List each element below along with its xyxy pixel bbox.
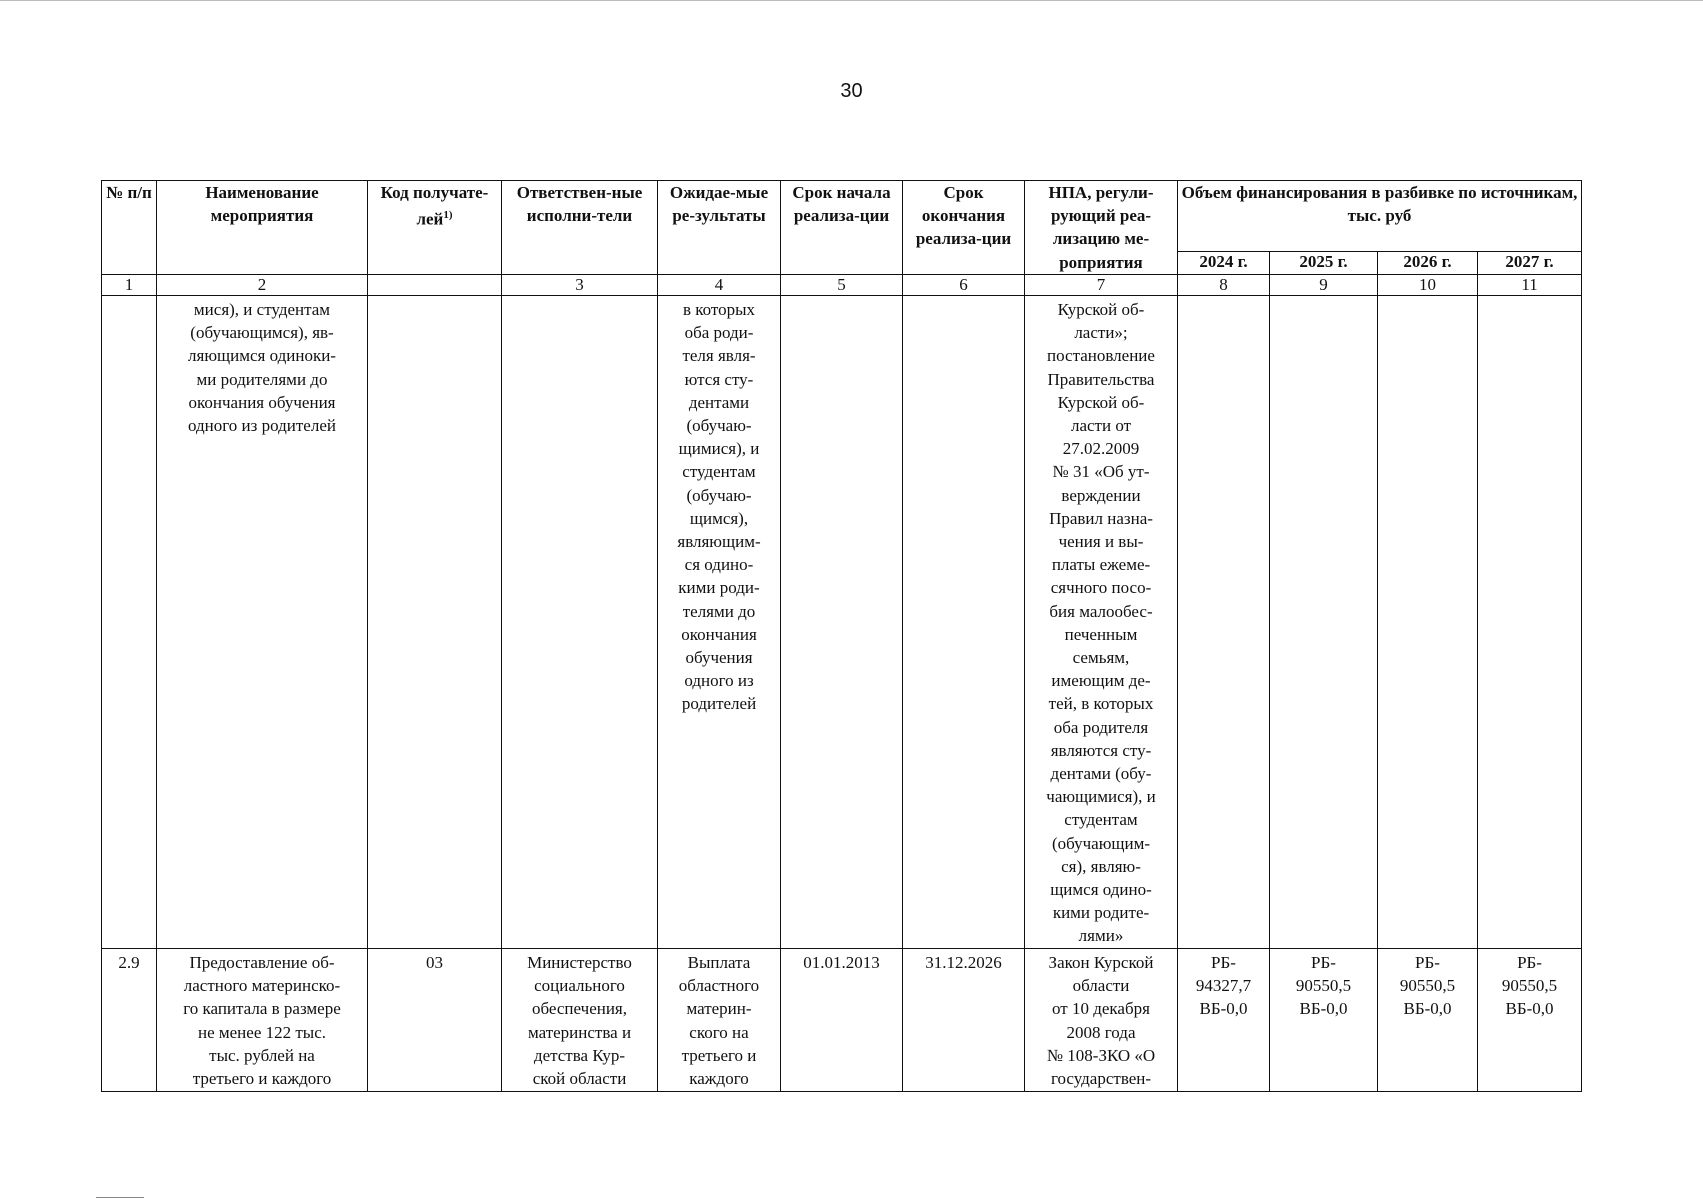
header-expected: Ожидае-мые ре-зультаты xyxy=(658,181,781,275)
cell-text-line: ся одино- xyxy=(684,555,754,575)
col-number: 11 xyxy=(1478,275,1582,296)
cell-text-line: тыс. рублей на xyxy=(209,1045,315,1065)
page-edge xyxy=(0,0,1703,1)
cell-text-line: одного из xyxy=(684,671,754,691)
cell-text-line: дентами xyxy=(688,392,750,412)
cell-text-line: РБ- xyxy=(1415,953,1440,972)
cell-text-line: бия малообес- xyxy=(1049,601,1153,621)
cell-text-line: окончания обучения xyxy=(188,392,336,412)
cell-empty xyxy=(903,296,1025,949)
cell-text-line: от 10 декабря xyxy=(1052,999,1150,1019)
cell-text-line: 94327,7 xyxy=(1195,976,1252,996)
cell-empty xyxy=(1478,296,1582,949)
cell-text-line: оба роди- xyxy=(684,323,754,343)
cell-text-line: родителей xyxy=(681,694,757,714)
header-code-text: Код получате-лей xyxy=(380,183,489,229)
cell-text-line: кими родите- xyxy=(1052,903,1150,923)
cell-text-line: дентами (обу- xyxy=(1050,764,1152,784)
cell-text-line: Правительства xyxy=(1047,369,1155,389)
cont-expected-cell xyxy=(658,296,781,949)
cell-text-line: ВБ-0,0 xyxy=(1199,999,1248,1019)
cell-text-line: РБ- xyxy=(1211,953,1236,972)
cell-text-line: в которых xyxy=(682,300,756,319)
cell-text-line: ласти от xyxy=(1070,416,1132,436)
row-end-date: 31.12.2026 xyxy=(903,949,1025,1092)
column-number-row xyxy=(102,275,1582,296)
header-code-footnote: 1) xyxy=(443,209,453,222)
row-responsible-cell xyxy=(502,949,658,1092)
cell-text-line: ми родителями до xyxy=(196,369,328,389)
header-npa: НПА, регули-рующий реа-лизацию ме-роприятия xyxy=(1025,181,1178,275)
cell-text-line: ской области xyxy=(532,1069,627,1089)
header-code xyxy=(368,181,502,275)
header-year-2024: 2024 г. xyxy=(1178,252,1270,275)
row-code: 03 xyxy=(368,949,502,1092)
scan-mark xyxy=(96,1197,144,1198)
cell-text-line: Курской об- xyxy=(1057,392,1145,412)
cell-text-line: оба родителя xyxy=(1053,717,1149,737)
cell-text-line: щимся одино- xyxy=(1050,880,1152,900)
cell-text-line: третьего и xyxy=(681,1045,757,1065)
cell-text-line: ляющимся одиноки- xyxy=(188,346,336,366)
cell-text-line: материн- xyxy=(686,999,752,1019)
cell-text-line: Выплата xyxy=(687,953,751,972)
col-number xyxy=(368,275,502,296)
cell-text-line: ся), являю- xyxy=(1061,856,1141,876)
cell-text-line: ласти»; xyxy=(1074,323,1128,343)
header-start: Срок начала реализа-ции xyxy=(781,181,903,275)
col-number: 6 xyxy=(903,275,1025,296)
cell-text-line: третьего и каждого xyxy=(192,1069,332,1089)
cell-text-line: областного xyxy=(678,976,760,996)
col-number: 1 xyxy=(102,275,157,296)
cell-text-line: верждении xyxy=(1061,485,1141,505)
cell-text-line: (обучающимся), яв- xyxy=(190,323,334,343)
cell-text-line: ВБ-0,0 xyxy=(1403,999,1452,1019)
cell-empty xyxy=(368,296,502,949)
cell-text-line: № 108-ЗКО «О xyxy=(1046,1045,1156,1065)
cell-text-line: Курской об- xyxy=(1057,300,1145,319)
header-year-2026: 2026 г. xyxy=(1378,252,1478,275)
cell-text-line: обучения xyxy=(685,648,753,668)
cell-text-line: социального xyxy=(534,976,625,996)
cell-text-line: ются сту- xyxy=(684,369,754,389)
col-number: 9 xyxy=(1270,275,1378,296)
cell-text-line: сячного посо- xyxy=(1050,578,1152,598)
cell-text-line: детства Кур- xyxy=(533,1045,626,1065)
col-number: 4 xyxy=(658,275,781,296)
cell-text-line: щимся), xyxy=(689,508,749,528)
row-npa-cell xyxy=(1025,949,1178,1092)
row-expected-cell xyxy=(658,949,781,1092)
col-number: 2 xyxy=(157,275,368,296)
header-funding: Объем финансирования в разбивке по источникам, тыс. руб xyxy=(1178,181,1582,252)
cell-text-line: ского на xyxy=(689,1022,749,1042)
cell-text-line: 2008 года xyxy=(1066,1022,1136,1042)
cell-empty xyxy=(781,296,903,949)
cell-text-line: РБ- xyxy=(1311,953,1336,972)
cell-text-line: тей, в которых xyxy=(1048,694,1154,714)
row-start-date: 01.01.2013 xyxy=(781,949,903,1092)
row-funding-2024 xyxy=(1178,949,1270,1092)
cell-empty xyxy=(1270,296,1378,949)
header-year-2027: 2027 г. xyxy=(1478,252,1582,275)
continuation-row xyxy=(102,296,1582,949)
cell-text-line: го капитала в размере xyxy=(183,999,341,1019)
cell-empty xyxy=(1178,296,1270,949)
cell-text-line: № 31 «Об ут- xyxy=(1052,462,1150,482)
col-number: 7 xyxy=(1025,275,1178,296)
col-number: 3 xyxy=(502,275,658,296)
header-responsible: Ответствен-ные исполни-тели xyxy=(502,181,658,275)
row-funding-2025 xyxy=(1270,949,1378,1092)
cell-text-line: РБ- xyxy=(1517,953,1542,972)
cell-text-line: (обучающим- xyxy=(1051,833,1151,853)
cell-text-line: Предоставление об- xyxy=(189,953,335,972)
page-number: 30 xyxy=(840,80,863,102)
cell-text-line: теля явля- xyxy=(682,346,756,366)
row-funding-2027 xyxy=(1478,949,1582,1092)
col-number: 5 xyxy=(781,275,903,296)
cell-text-line: постановление xyxy=(1047,346,1155,366)
cell-text-line: кими роди- xyxy=(678,578,760,598)
cell-empty xyxy=(102,296,157,949)
cell-text-line: (обучаю- xyxy=(686,416,752,436)
cell-text-line: ластного материнско- xyxy=(183,976,341,996)
cell-text-line: не менее 122 тыс. xyxy=(197,1022,327,1042)
row-number: 2.9 xyxy=(102,949,157,1092)
header-end: Срок окончания реализа-ции xyxy=(903,181,1025,275)
cell-text-line: являющим- xyxy=(677,532,761,552)
col-number: 8 xyxy=(1178,275,1270,296)
cell-text-line: являются сту- xyxy=(1050,740,1152,760)
cell-text-line: печенным xyxy=(1064,624,1138,644)
col-number: 10 xyxy=(1378,275,1478,296)
row-name-cell xyxy=(157,949,368,1092)
cell-text-line: платы ежеме- xyxy=(1051,555,1151,575)
cell-text-line: 90550,5 xyxy=(1399,976,1456,996)
cell-text-line: Министерство xyxy=(527,953,632,972)
cell-text-line: материнства и xyxy=(527,1022,632,1042)
cell-text-line: щимися), и xyxy=(678,439,760,459)
cell-text-line: Закон Курской xyxy=(1048,953,1154,972)
cell-text-line: 90550,5 xyxy=(1501,976,1558,996)
header-name: Наименование мероприятия xyxy=(157,181,368,275)
cell-text-line: обеспечения, xyxy=(531,999,628,1019)
cell-text-line: телями до xyxy=(682,601,756,621)
header-num: № п/п xyxy=(102,181,157,275)
cell-text-line: чения и вы- xyxy=(1058,532,1144,552)
cell-text-line: одного из родителей xyxy=(188,416,336,436)
cell-text-line: окончания xyxy=(681,624,757,644)
table-row-2-9 xyxy=(102,949,1582,1092)
cell-text-line: ВБ-0,0 xyxy=(1505,999,1554,1019)
cont-npa-cell xyxy=(1025,296,1178,949)
cell-text-line: 90550,5 xyxy=(1295,976,1352,996)
cell-empty xyxy=(1378,296,1478,949)
cell-text-line: Правил назна- xyxy=(1049,508,1153,528)
cell-text-line: 27.02.2009 xyxy=(1062,439,1140,459)
cell-text-line: каждого xyxy=(689,1069,749,1089)
cell-text-line: государствен- xyxy=(1050,1069,1152,1089)
cell-empty xyxy=(502,296,658,949)
cell-text-line: семьям, xyxy=(1072,648,1130,668)
program-table xyxy=(101,180,1582,1092)
cell-text-line: лями» xyxy=(1078,926,1124,946)
cell-text-line: (обучаю- xyxy=(686,485,752,505)
header-year-2025: 2025 г. xyxy=(1270,252,1378,275)
cell-text-line: имеющим де- xyxy=(1051,671,1151,691)
cell-text-line: студентам xyxy=(682,462,756,482)
cont-name-cell xyxy=(157,296,368,949)
cell-text-line: чающимися), и xyxy=(1046,787,1156,807)
cell-text-line: студентам xyxy=(1064,810,1138,830)
cell-text-line: области xyxy=(1072,976,1130,996)
row-funding-2026 xyxy=(1378,949,1478,1092)
cell-text-line: ВБ-0,0 xyxy=(1299,999,1348,1019)
cell-text-line: мися), и студентам xyxy=(193,300,331,319)
